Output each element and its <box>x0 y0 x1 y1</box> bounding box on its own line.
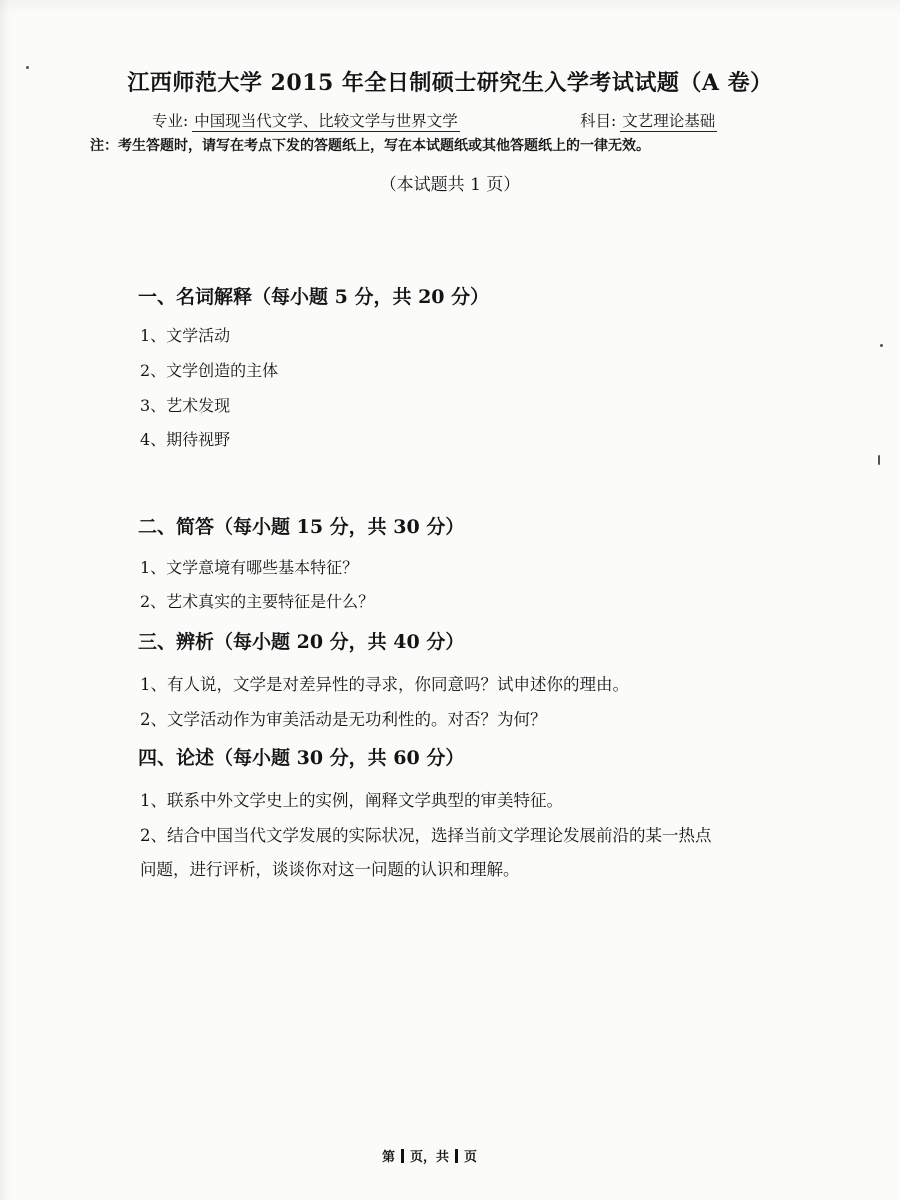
footer-page-of: 页，共 <box>410 1150 450 1165</box>
footer-ye: 页 <box>464 1150 478 1165</box>
question-item: 1、文学活动 <box>140 326 231 345</box>
scan-speck <box>878 455 880 465</box>
question-item: 1、文学意境有哪些基本特征？ <box>140 558 359 577</box>
major-line <box>152 109 460 131</box>
question-item: 3、艺术发现 <box>140 396 231 415</box>
section-heading-3: 三、辨析（每小题 20 分，共 40 分） <box>138 631 465 653</box>
major-value: 中国现当代文学、比较文学与世界文学 <box>194 112 458 130</box>
section-heading-2: 二、简答（每小题 15 分，共 30 分） <box>138 516 465 538</box>
question-item: 1、联系中外文学史上的实例，阐释文学典型的审美特征。 <box>140 791 563 810</box>
scan-speck <box>880 344 883 347</box>
section-heading-1: 一、名词解释（每小题 5 分，共 20 分） <box>138 286 490 308</box>
subject-label: 科目: <box>580 112 617 130</box>
question-item: 2、文学创造的主体 <box>140 361 279 380</box>
question-item: 1、有人说，文学是对差异性的寻求，你同意吗？试申述你的理由。 <box>140 675 629 694</box>
scan-speck <box>26 66 29 69</box>
question-item: 4、期待视野 <box>140 430 231 449</box>
exam-note: 注：考生答题时，请写在考点下发的答题纸上，写在本试题纸或其他答题纸上的一律无效。 <box>90 138 650 154</box>
subject-value: 文艺理论基础 <box>622 112 716 130</box>
subject-line <box>580 109 717 131</box>
exam-title: 江西师范大学 2015 年全日制硕士研究生入学考试试题（A 卷） <box>127 70 773 96</box>
question-item: 2、结合中国当代文学发展的实际状况，选择当前文学理论发展前沿的某一热点 <box>140 826 712 845</box>
question-item: 2、文学活动作为审美活动是无功利性的。对否？为何？ <box>140 710 547 729</box>
page-number-mark <box>401 1149 404 1163</box>
question-item-continuation: 问题，进行评析，谈谈你对这一问题的认识和理解。 <box>140 860 520 879</box>
footer-di: 第 <box>382 1150 396 1165</box>
question-item: 2、艺术真实的主要特征是什么？ <box>140 592 375 611</box>
page-count: （本试题共 1 页） <box>379 175 521 195</box>
page-footer <box>382 1146 477 1165</box>
section-heading-4: 四、论述（每小题 30 分，共 60 分） <box>138 747 465 769</box>
major-label: 专业: <box>152 112 189 130</box>
total-pages-mark <box>455 1149 458 1163</box>
